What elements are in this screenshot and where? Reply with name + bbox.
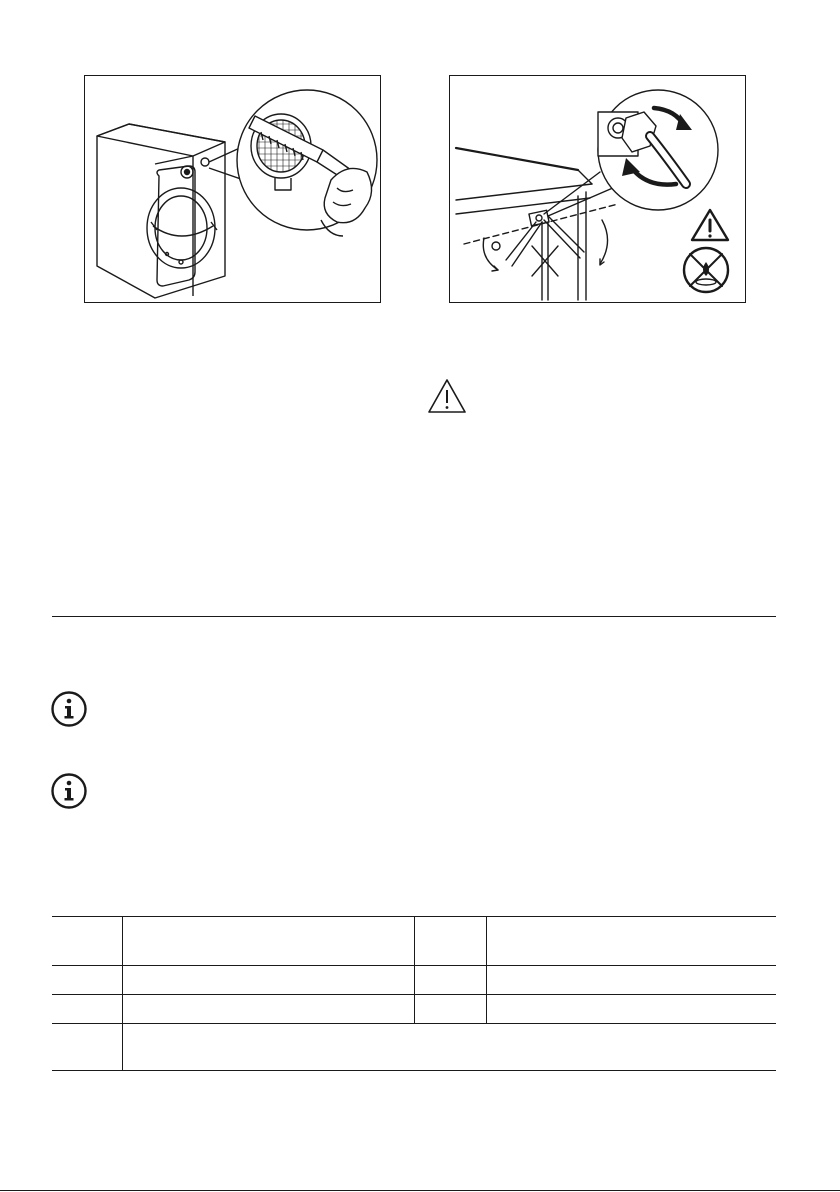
table-cell [123,966,415,995]
filter-cleaning-illustration [85,76,380,302]
table-cell [123,1024,776,1071]
table-cell [52,1024,123,1071]
spec-table [52,916,776,1071]
table-cell [415,917,486,966]
table-cell [123,995,415,1024]
hose-connection-illustration [450,76,745,302]
table-cell [415,966,486,995]
table-cell [486,995,776,1024]
table-cell [123,917,415,966]
table-row [52,1024,776,1071]
filter-cleaning-figure [84,75,381,303]
info-icon [50,690,88,728]
page-bottom-edge [0,1190,840,1191]
warning-triangle-icon [427,378,467,414]
table-cell [486,966,776,995]
info-icon [50,772,88,810]
table-cell [52,917,123,966]
table-cell [415,995,486,1024]
table-cell [52,966,123,995]
table-cell [52,995,123,1024]
section-divider [52,616,776,617]
table-row [52,995,776,1024]
table-row [52,917,776,966]
table-row [52,966,776,995]
table-cell [486,917,776,966]
hose-connection-figure [449,75,746,303]
